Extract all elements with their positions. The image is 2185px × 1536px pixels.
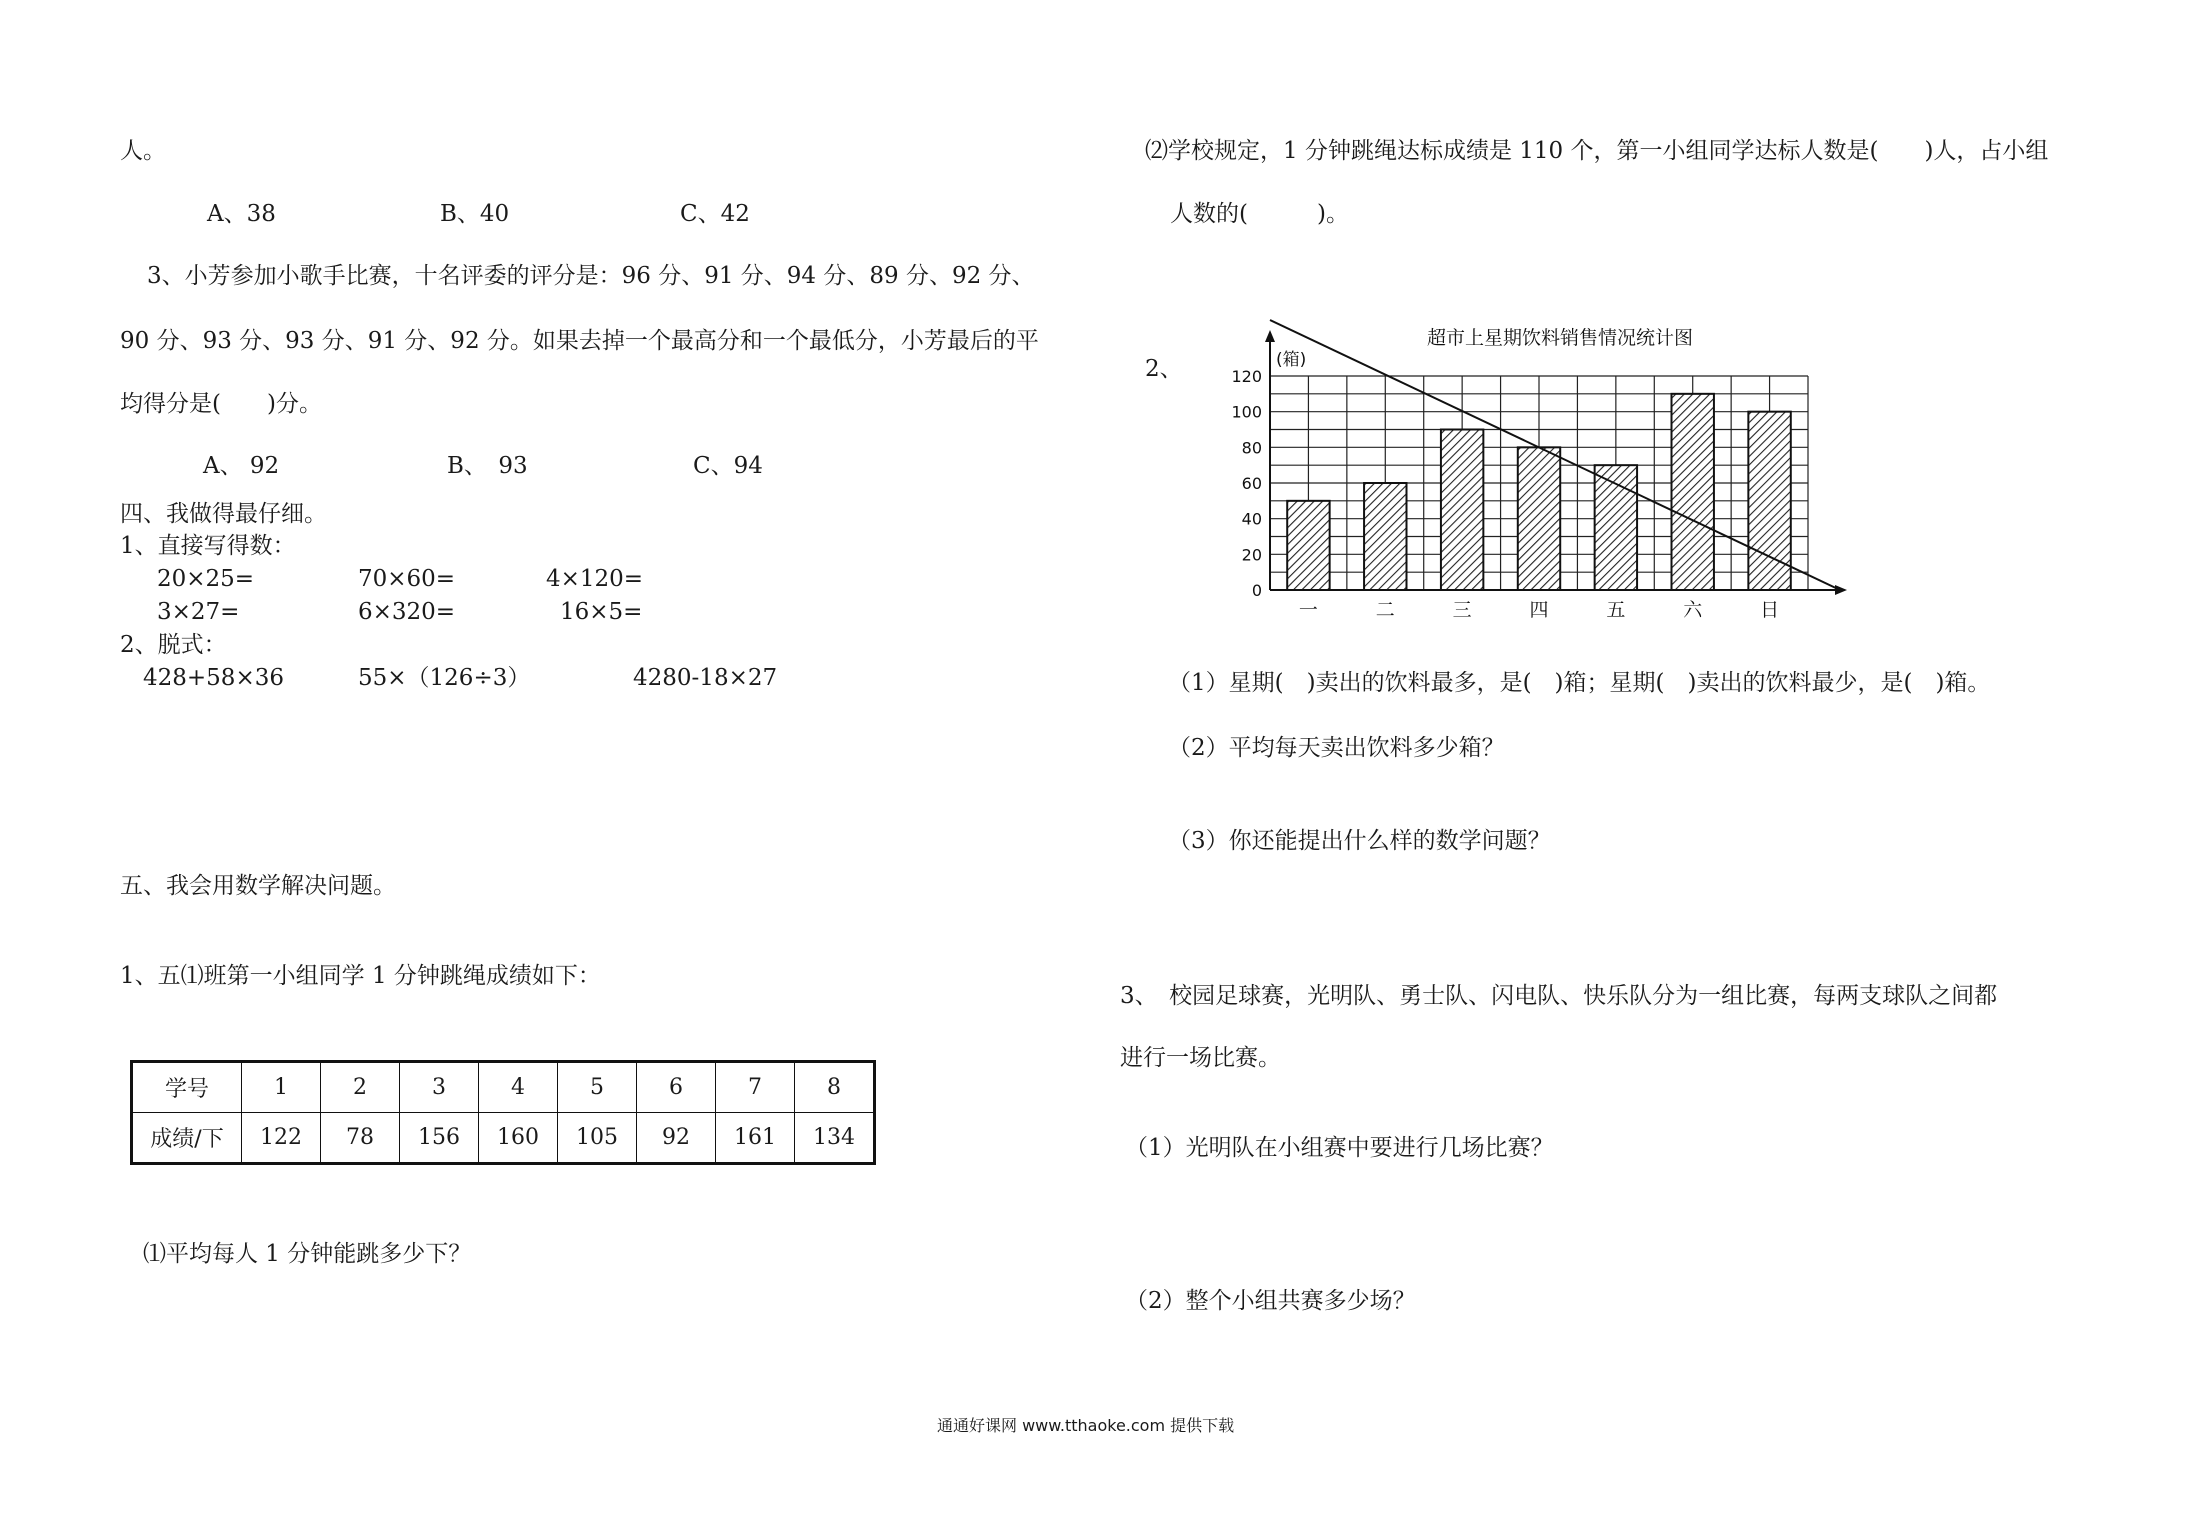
q3-option-c: C、94 (693, 453, 763, 479)
right-q3-line1: 3、 校园足球赛，光明队、勇士队、闪电队、快乐队分为一组比赛，每两支球队之间都 (1120, 983, 1998, 1009)
table-header-id: 学号 (132, 1062, 242, 1113)
table-cell: 2 (321, 1062, 400, 1113)
chart-x-ticks (1299, 599, 1779, 621)
right-q2-sub1: （1）星期( )卖出的饮料最多，是( )箱；星期( )卖出的饮料最少，是( )箱。 (1168, 670, 1991, 696)
table-cell: 7 (716, 1062, 795, 1113)
chart-bar (1518, 447, 1560, 590)
table-cell: 156 (400, 1113, 479, 1164)
s4-r1-c3: 4×120= (546, 566, 644, 592)
x-tick-label: 六 (1683, 599, 1703, 621)
y-tick-label: 60 (1241, 474, 1262, 493)
table-cell: 105 (558, 1113, 637, 1164)
right-q3-sub2: （2）整个小组共赛多少场？ (1125, 1288, 1416, 1314)
chart-title: 超市上星期饮料销售情况统计图 (1426, 327, 1694, 349)
table-cell: 161 (716, 1113, 795, 1164)
chart-ylabel: (箱) (1276, 350, 1307, 370)
y-tick-label: 20 (1241, 545, 1262, 565)
x-tick-label: 日 (1760, 599, 1780, 621)
s4-q1-label: 1、直接写得数： (120, 533, 296, 559)
s5-q1-sub1: ⑴平均每人 1 分钟能跳多少下？ (143, 1241, 472, 1267)
table-cell: 4 (479, 1062, 558, 1113)
right-q3-sub1: （1）光明队在小组赛中要进行几场比赛？ (1125, 1135, 1554, 1161)
chart-bar (1441, 430, 1483, 591)
x-tick-label: 一 (1298, 599, 1318, 621)
q2-option-c: C、42 (680, 201, 750, 227)
q3-line3: 均得分是( )分。 (120, 391, 322, 417)
table-cell: 3 (400, 1062, 479, 1113)
chart-bar (1364, 483, 1406, 590)
x-tick-label: 三 (1452, 599, 1472, 621)
table-cell: 122 (242, 1113, 321, 1164)
s4-r3-c3: 4280-18×27 (633, 665, 778, 691)
s4-r1-c2: 70×60= (358, 566, 456, 592)
table-cell: 134 (795, 1113, 875, 1164)
y-axis-arrow (1265, 330, 1275, 342)
s4-r3-c2: 55×（126÷3） (358, 665, 531, 691)
q3-line1: 3、小芳参加小歌手比赛，十名评委的评分是：96 分、91 分、94 分、89 分、92 分、 (147, 263, 1035, 289)
y-tick-label: 40 (1241, 509, 1262, 529)
table-cell: 5 (558, 1062, 637, 1113)
x-tick-label: 四 (1529, 599, 1549, 621)
s4-q2-label: 2、脱式： (120, 632, 227, 658)
x-tick-label: 五 (1606, 599, 1626, 621)
table-row (132, 1113, 875, 1164)
table-cell: 8 (795, 1062, 875, 1113)
y-tick-label: 80 (1241, 438, 1262, 458)
s5-q1-text: 1、五⑴班第一小组同学 1 分钟跳绳成绩如下： (120, 963, 601, 989)
s4-r2-c3: 16×5= (560, 599, 643, 625)
x-axis-arrow (1835, 585, 1847, 595)
section4-title: 四、我做得最仔细。 (120, 501, 327, 527)
table-cell: 78 (321, 1113, 400, 1164)
s4-r2-c1: 3×27= (157, 599, 240, 625)
beverage-sales-chart (1231, 320, 1860, 630)
q2-tail-text: 人。 (120, 138, 166, 164)
chart-y-ticks (1231, 367, 1262, 600)
y-tick-label: 120 (1231, 367, 1262, 386)
y-tick-label: 0 (1251, 581, 1262, 600)
footer-text: 通通好课网 www.tthaoke.com 提供下载 (937, 1416, 1235, 1435)
table-cell: 6 (637, 1062, 716, 1113)
right-q2-sub2: （2）平均每天卖出饮料多少箱？ (1168, 735, 1505, 761)
q3-option-a: A、 92 (203, 453, 280, 479)
q3-option-b: B、 93 (447, 453, 528, 479)
q3-line2: 90 分、93 分、93 分、91 分、92 分。如果去掉一个最高分和一个最低分，小芳最后的平 (120, 328, 1039, 354)
x-tick-label: 二 (1375, 599, 1395, 621)
table-cell: 92 (637, 1113, 716, 1164)
section5-title: 五、我会用数学解决问题。 (120, 873, 396, 899)
table-cell: 160 (479, 1113, 558, 1164)
right-q2-sub3: （3）你还能提出什么样的数学问题？ (1168, 828, 1551, 854)
chart-bar (1672, 394, 1714, 590)
q2-option-a: A、38 (207, 201, 276, 227)
table-header-score: 成绩/下 (132, 1113, 242, 1164)
right-q2-label: 2、 (1145, 356, 1183, 382)
right-q3-line2: 进行一场比赛。 (1120, 1045, 1281, 1071)
y-tick-label: 100 (1231, 402, 1262, 422)
s4-r3-c1: 428+58×36 (143, 665, 284, 691)
jump-rope-table (130, 1060, 876, 1165)
table-row (132, 1062, 875, 1113)
right-sub2-line2: 人数的( )。 (1170, 201, 1349, 227)
table-cell: 1 (242, 1062, 321, 1113)
q2-option-b: B、40 (440, 201, 510, 227)
right-sub2-line1: ⑵学校规定，1 分钟跳绳达标成绩是 110 个，第一小组同学达标人数是( )人，占小组 (1145, 138, 2049, 164)
s4-r2-c2: 6×320= (358, 599, 456, 625)
s4-r1-c1: 20×25= (157, 566, 255, 592)
chart-bar (1287, 501, 1329, 590)
